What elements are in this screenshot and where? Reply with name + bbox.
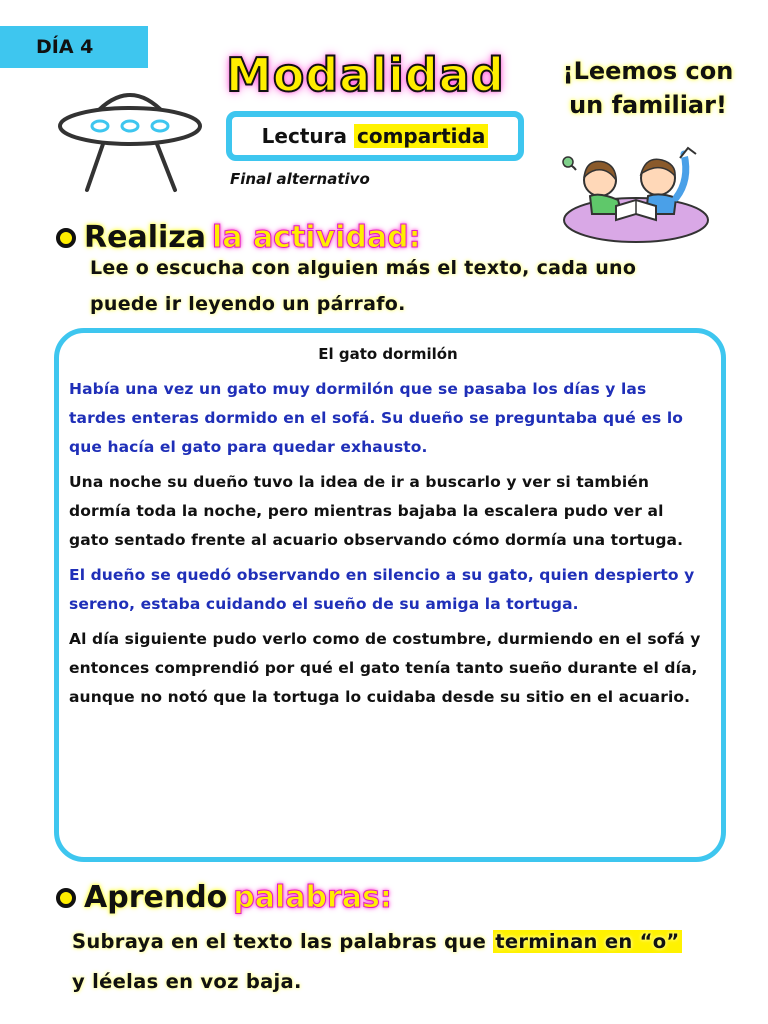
- words-heading: [56, 880, 392, 915]
- story-paragraph-3: El dueño se quedó observando en silencio a su gato, quien despierto y sereno, estaba cuidando el sueño de su amiga la tortuga.: [69, 566, 695, 613]
- children-reading-illustration: [556, 140, 716, 244]
- modality-title: Modalidad: [226, 48, 505, 102]
- story-paragraph-2: Una noche su dueño tuvo la idea de ir a buscarlo y ver si también dormía toda la noche, pero mientras bajaba la escalera pudo ver al gato sentado frente al acuario observando cómo dormía una tortuga.: [69, 473, 684, 549]
- words-title-plain: Aprendo: [84, 880, 228, 915]
- family-reading-callout: [548, 54, 748, 122]
- activity-title-highlight: la actividad:: [211, 220, 421, 255]
- activity-instruction-line2: puede ir leyendo un párrafo.: [90, 293, 406, 315]
- reading-mode-box: [226, 111, 524, 161]
- words-instruction-highlight: terminan en “o”: [495, 930, 680, 953]
- words-instruction-part1: Subraya en el texto las palabras que: [72, 930, 487, 953]
- story-paragraph-4: Al día siguiente pudo verlo como de costumbre, durmiendo en el sofá y entonces comprendió por qué el gato tenía tanto sueño durante el día, aunque no notó que la tortuga lo cuidaba desde su sitio en el acuario.: [69, 630, 701, 706]
- bullet-circle-icon: [56, 888, 76, 908]
- ufo-illustration: [55, 78, 205, 194]
- day-label: DÍA 4: [0, 26, 148, 68]
- reading-word: Lectura: [261, 124, 347, 148]
- story-title: El gato dormilón: [318, 345, 458, 363]
- activity-instruction-line1: Lee o escucha con alguien más el texto, cada uno: [90, 257, 637, 279]
- activity-title-plain: Realiza: [84, 220, 206, 255]
- family-call-line2: un familiar!: [569, 91, 727, 119]
- activity-instructions: [90, 250, 730, 322]
- bullet-circle-icon: [56, 228, 76, 248]
- subtitle: Final alternativo: [230, 170, 370, 188]
- story-box: [54, 328, 726, 862]
- family-call-line1: ¡Leemos con: [562, 57, 734, 85]
- words-instructions: [72, 922, 752, 1002]
- reading-highlight: compartida: [354, 124, 488, 148]
- words-title-highlight: palabras:: [233, 880, 392, 915]
- story-paragraph-1: Había una vez un gato muy dormilón que se pasaba los días y las tardes enteras dormido en el sofá. Su dueño se preguntaba qué es lo que hacía el gato para quedar exhausto.: [69, 380, 683, 456]
- words-instruction-line2: y léelas en voz baja.: [72, 970, 302, 993]
